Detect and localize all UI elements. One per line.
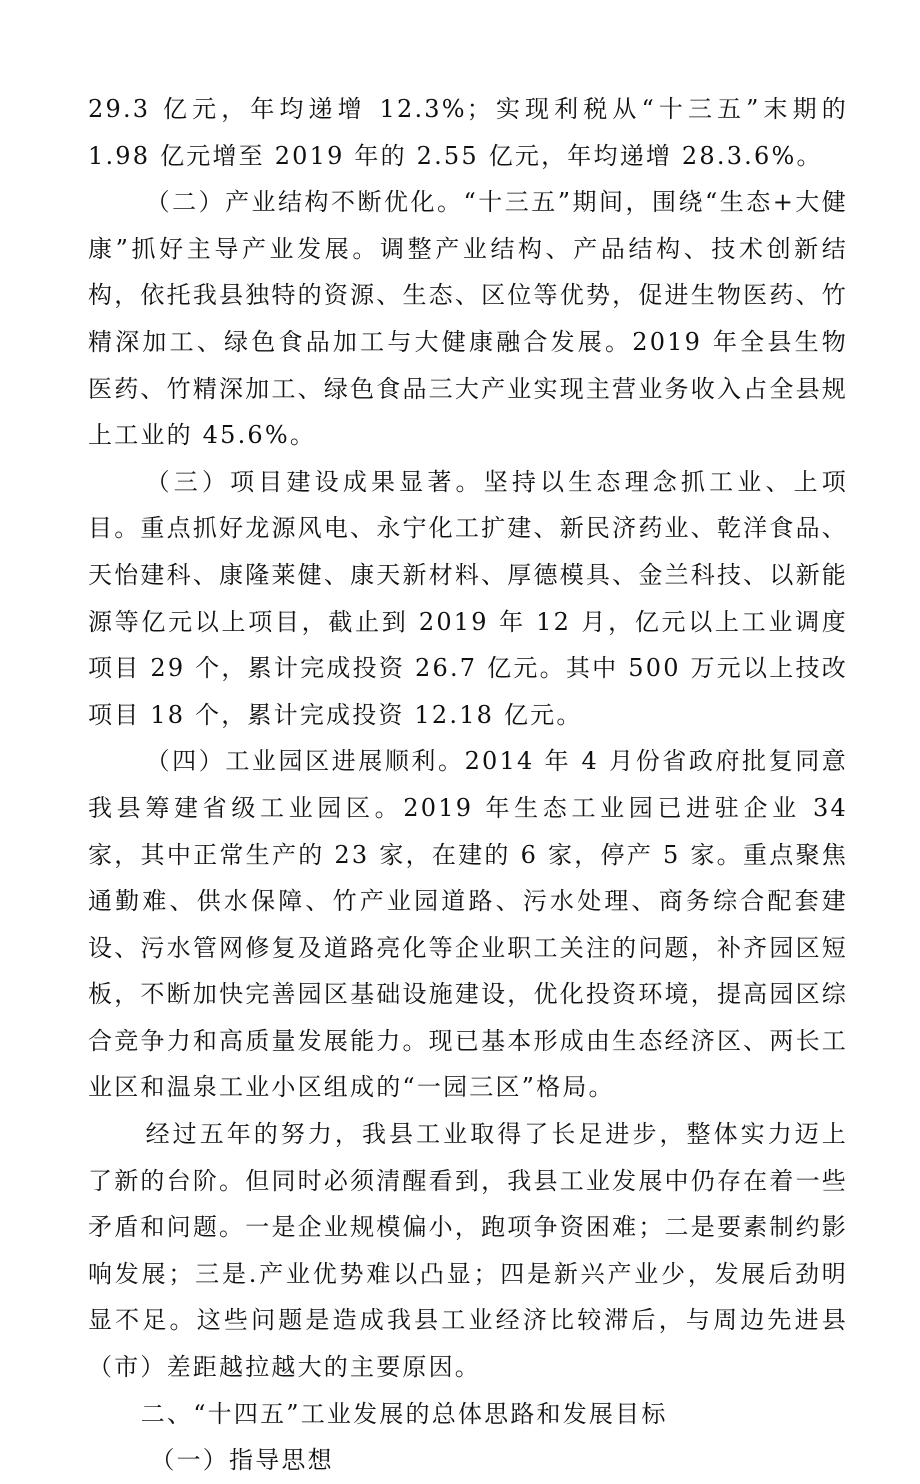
subsection-heading: （一）指导思想 [150, 1446, 334, 1475]
section-heading: 二、“十四五”工业发展的总体思路和发展目标 [140, 1399, 668, 1428]
paragraph-industrial-park: （四）工业园区进展顺利。2014 年 4 月份省政府批复同意我县筹建省级工业园区。2019 年生态工业园已进驻企业 34 家，其中正常生产的 23 家，在建的 6 家，停产 5 家。重点聚焦通勤难、供水保障、竹产业园道路、污水处理、商务综合配套建设、污水管网修复及道路亮化等企业职工关注的问题，补齐园区短板，不断加快完善园区基础设施建设，优化投资环境，提高园区综合竞争力和高质量发展能力。现已基本形成由生态经济区、两长工业区和温泉工业小区组成的“一园三区”格局。 [88, 747, 848, 1102]
paragraph-industry-structure: （二）产业结构不断优化。“十三五”期间，围绕“生态+大健康”抓好主导产业发展。调整产业结构、产品结构、技术创新结构，依托我县独特的资源、生态、区位等优势，促进生物医药、竹精深加工、绿色食品加工与大健康融合发展。2019 年全县生物医药、竹精深加工、绿色食品三大产业实现主营业务收入占全县规上工业的 45.6%。 [88, 188, 848, 450]
paragraph-project-construction: （三）项目建设成果显著。坚持以生态理念抓工业、上项目。重点抓好龙源风电、永宁化工扩建、新民济药业、乾洋食品、天怡建科、康隆莱健、康天新材料、厚德模具、金兰科技、以新能源等亿元以上项目，截止到 2019 年 12 月，亿元以上工业调度项目 29 个，累计完成投资 26.7 亿元。其中 500 万元以上技改项目 18 个，累计完成投资 12.18 亿元。 [88, 467, 848, 729]
paragraph-growth-summary: 29.3 亿元，年均递增 12.3%；实现利税从“十三五”末期的 1.98 亿元增至 2019 年的 2.55 亿元，年均递增 28.3.6%。 [88, 95, 848, 170]
paragraph-problems: 经过五年的努力，我县工业取得了长足进步，整体实力迈上了新的台阶。但同时必须清醒看到，我县工业发展中仍存在着一些矛盾和问题。一是企业规模偏小，跑项争资困难；二是要素制约影响发展；三是.产业优势难以凸显；四是新兴产业少，发展后劲明显不足。这些问题是造成我县工业经济比较滞后，与周边先进县（市）差距越拉越大的主要原因。 [88, 1120, 848, 1382]
document-body [88, 86, 848, 1484]
